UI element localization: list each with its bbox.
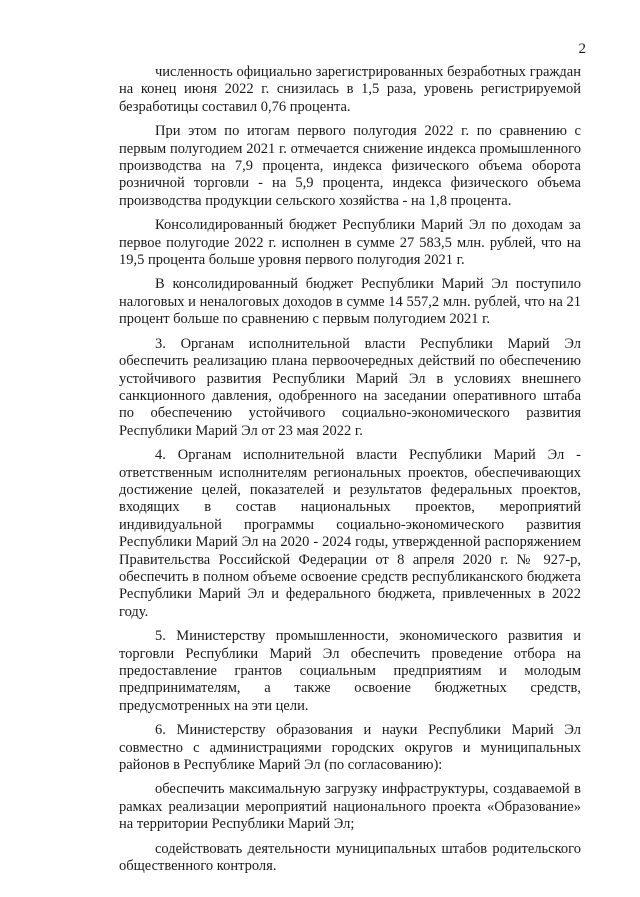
paragraph-item-4: 4. Органам исполнительной власти Республики Марий Эл - ответственным исполнителям региональных проектов, обеспечивающих достижение целей, показателей и результатов федеральных проектов, входящих в состав национальных проектов, мероприятий индивидуальной программы социально-экономического развития Республики Марий Эл на 2020 - 2024 годы, утвержденной распоряжением Правительства Российской Федерации от 8 апреля 2020 г. № 927-р, обеспечить в полном объеме освоение средств республиканского бюджета Республики Марий Эл и федерального бюджета, привлеченных в 2022 году. [119,447,581,620]
page-number: 2 [578,41,586,57]
paragraph-item-3: 3. Органам исполнительной власти Республики Марий Эл обеспечить реализацию плана первоочередных действий по обеспечению устойчивого развития Республики Марий Эл в условиях внешнего санкционного давления, одобренного на заседании оперативного штаба по обеспечению устойчивого социально-экономического развития Республики Марий Эл от 23 мая 2022 г. [119,335,581,439]
paragraph-consolidated-budget: Консолидированный бюджет Республики Марий Эл по доходам за первое полугодие 2022 г. исполнен в сумме 27 583,5 млн. рублей, что на 19,5 процента больше уровня первого полугодия 2021 г. [119,217,581,269]
paragraph-item-6-parental-control: содействовать деятельности муниципальных штабов родительского общественного контроля. [119,840,581,875]
paragraph-unemployment: численность официально зарегистрированных безработных граждан на конец июня 2022 г. снизилась в 1,5 раза, уровень регистрируемой безработицы составил 0,76 процента. [119,64,581,115]
document-body [119,64,581,875]
paragraph-item-6: 6. Министерству образования и науки Республики Марий Эл совместно с администрациями городских округов и муниципальных районов в Республике Марий Эл (по согласованию): [119,722,581,774]
paragraph-production-indices: При этом по итогам первого полугодия 2022 г. по сравнению с первым полугодием 2021 г. отмечается снижение индекса промышленного производства на 7,9 процента, индекса физического объема оборота розничной торговли - на 5,9 процента, индекса физического объема производства продукции сельского хозяйства - на 1,8 процента. [119,123,581,209]
paragraph-item-6-infrastructure: обеспечить максимальную загрузку инфраструктуры, создаваемой в рамках реализации мероприятий национального проекта «Образование» на территории Республики Марий Эл; [119,781,581,833]
paragraph-item-5: 5. Министерству промышленности, экономического развития и торговли Республики Марий Эл обеспечить проведение отбора на предоставление грантов социальным предприятиям и молодым предпринимателям, а также освоение бюджетных средств, предусмотренных на эти цели. [119,628,581,714]
paragraph-tax-revenues: В консолидированный бюджет Республики Марий Эл поступило налоговых и неналоговых доходов в сумме 14 557,2 млн. рублей, что на 21 процент больше по сравнению с первым полугодием 2021 г. [119,276,581,328]
